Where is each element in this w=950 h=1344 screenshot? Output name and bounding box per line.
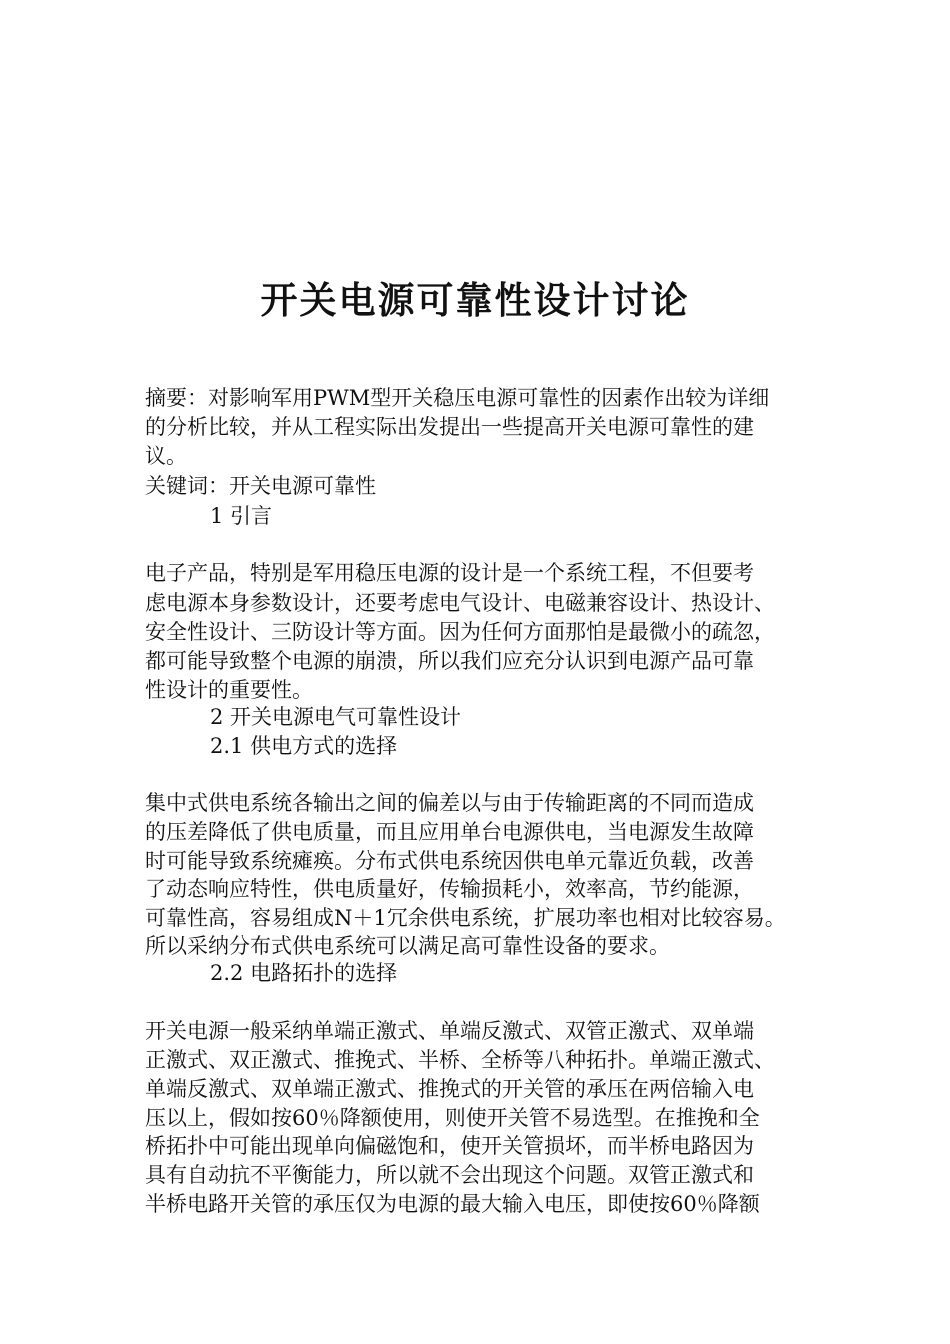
abstract-line-3: 议。 bbox=[145, 444, 187, 468]
abstract-line-2: 的分析比较，并从工程实际出发提出一些提高开关电源可靠性的建 bbox=[145, 415, 754, 439]
paragraph-line: 半桥电路开关管的承压仅为电源的最大输入电压，即使按60％降额 bbox=[145, 1192, 760, 1216]
document-title: 开关电源可靠性设计讨论 bbox=[260, 278, 690, 322]
subsection-heading-2-1: 2.1 供电方式的选择 bbox=[210, 734, 398, 758]
keywords-line: 关键词：开关电源可靠性 bbox=[145, 474, 376, 498]
paragraph-line: 集中式供电系统各输出之间的偏差以与由于传输距离的不同而造成 bbox=[145, 791, 754, 815]
paragraph-line: 压以上，假如按60％降额使用，则使开关管不易选型。在推挽和全 bbox=[145, 1106, 760, 1130]
paragraph-line: 的压差降低了供电质量，而且应用单台电源供电，当电源发生故障 bbox=[145, 820, 754, 844]
paragraph-line: 所以采纳分布式供电系统可以满足高可靠性设备的要求。 bbox=[145, 934, 670, 958]
paragraph-line: 电子产品，特别是军用稳压电源的设计是一个系统工程，不但要考 bbox=[145, 561, 754, 585]
paragraph-line: 开关电源一般采纳单端正激式、单端反激式、双管正激式、双单端 bbox=[145, 1019, 754, 1043]
paragraph-line: 性设计的重要性。 bbox=[145, 678, 313, 702]
paragraph-line: 正激式、双正激式、推挽式、半桥、全桥等八种拓扑。单端正激式、 bbox=[145, 1048, 775, 1072]
paragraph-line: 时可能导致系统瘫痪。分布式供电系统因供电单元靠近负载，改善 bbox=[145, 849, 754, 873]
paragraph-line: 虑电源本身参数设计，还要考虑电气设计、电磁兼容设计、热设计、 bbox=[145, 591, 775, 615]
section-heading-1: 1 引言 bbox=[210, 504, 273, 528]
paragraph-line: 具有自动抗不平衡能力，所以就不会出现这个问题。双管正激式和 bbox=[145, 1163, 754, 1187]
abstract-line-1: 摘要：对影响军用PWM型开关稳压电源可靠性的因素作出较为详细 bbox=[145, 386, 770, 410]
section-heading-2: 2 开关电源电气可靠性设计 bbox=[210, 705, 462, 729]
paragraph-line: 都可能导致整个电源的崩溃，所以我们应充分认识到电源产品可靠 bbox=[145, 649, 754, 673]
paragraph-line: 单端反激式、双单端正激式、推挽式的开关管的承压在两倍输入电 bbox=[145, 1077, 754, 1101]
paragraph-line: 桥拓扑中可能出现单向偏磁饱和，使开关管损坏，而半桥电路因为 bbox=[145, 1134, 754, 1158]
paragraph-line: 安全性设计、三防设计等方面。因为任何方面那怕是最微小的疏忽， bbox=[145, 620, 775, 644]
subsection-heading-2-2: 2.2 电路拓扑的选择 bbox=[210, 961, 398, 985]
paragraph-line: 了动态响应特性，供电质量好，传输损耗小，效率高，节约能源， bbox=[145, 877, 754, 901]
paragraph-line: 可靠性高，容易组成N＋1冗余供电系统，扩展功率也相对比较容易。 bbox=[145, 906, 786, 930]
